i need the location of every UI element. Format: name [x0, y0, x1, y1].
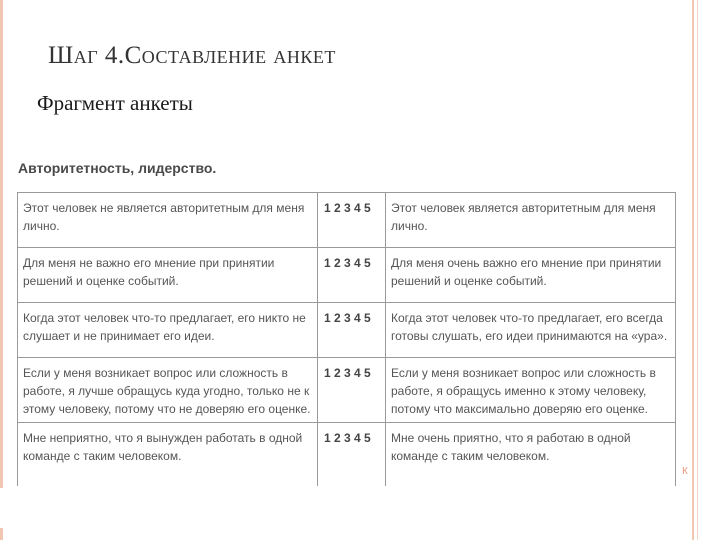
survey-section-heading: Авторитетность, лидерство.	[18, 160, 217, 176]
table-crop-mask	[0, 488, 690, 528]
positive-statement: Когда этот человек что-то предлагает, его всегда готовы слушать, его идеи принимаются на «ура».	[386, 303, 676, 358]
rating-scale: 1 2 3 4 5	[318, 358, 386, 423]
slide-title: Шаг 4.Составление анкет	[48, 42, 336, 69]
positive-statement: Для меня очень важно его мнение при принятии решений и оценке событий.	[386, 248, 676, 303]
side-mark-letter: к	[682, 462, 688, 477]
rating-scale: 1 2 3 4 5	[318, 248, 386, 303]
negative-statement: Мне неприятно, что я вынужден работать в одной команде с таким человеком.	[18, 423, 318, 487]
rating-scale: 1 2 3 4 5	[318, 303, 386, 358]
positive-statement: Если у меня возникает вопрос или сложность в работе, я обращусь именно к этому человеку, потому что максимально доверяю его оценке.	[386, 358, 676, 423]
table-row	[18, 358, 676, 423]
positive-statement: Этот человек является авторитетным для меня лично.	[386, 193, 676, 248]
right-decorative-border-inner	[697, 0, 698, 540]
negative-statement: Когда этот человек что-то предлагает, его никто не слушает и не принимает его идеи.	[18, 303, 318, 358]
positive-statement: Мне очень приятно, что я работаю в одной команде с таким человеком.	[386, 423, 676, 487]
rating-scale: 1 2 3 4 5	[318, 423, 386, 487]
table-row	[18, 248, 676, 303]
slide-subtitle: Фрагмент анкеты	[37, 91, 193, 115]
left-decorative-border	[0, 0, 3, 540]
survey-table	[17, 192, 676, 486]
rating-scale: 1 2 3 4 5	[318, 193, 386, 248]
negative-statement: Если у меня возникает вопрос или сложность в работе, я лучше обращусь куда угодно, только не к этому человеку, потому что не доверяю его оценке.	[18, 358, 318, 423]
table-row	[18, 303, 676, 358]
negative-statement: Этот человек не является авторитетным для меня лично.	[18, 193, 318, 248]
negative-statement: Для меня не важно его мнение при принятии решений и оценке событий.	[18, 248, 318, 303]
table-row	[18, 423, 676, 487]
table-row	[18, 193, 676, 248]
right-decorative-border	[692, 0, 694, 540]
